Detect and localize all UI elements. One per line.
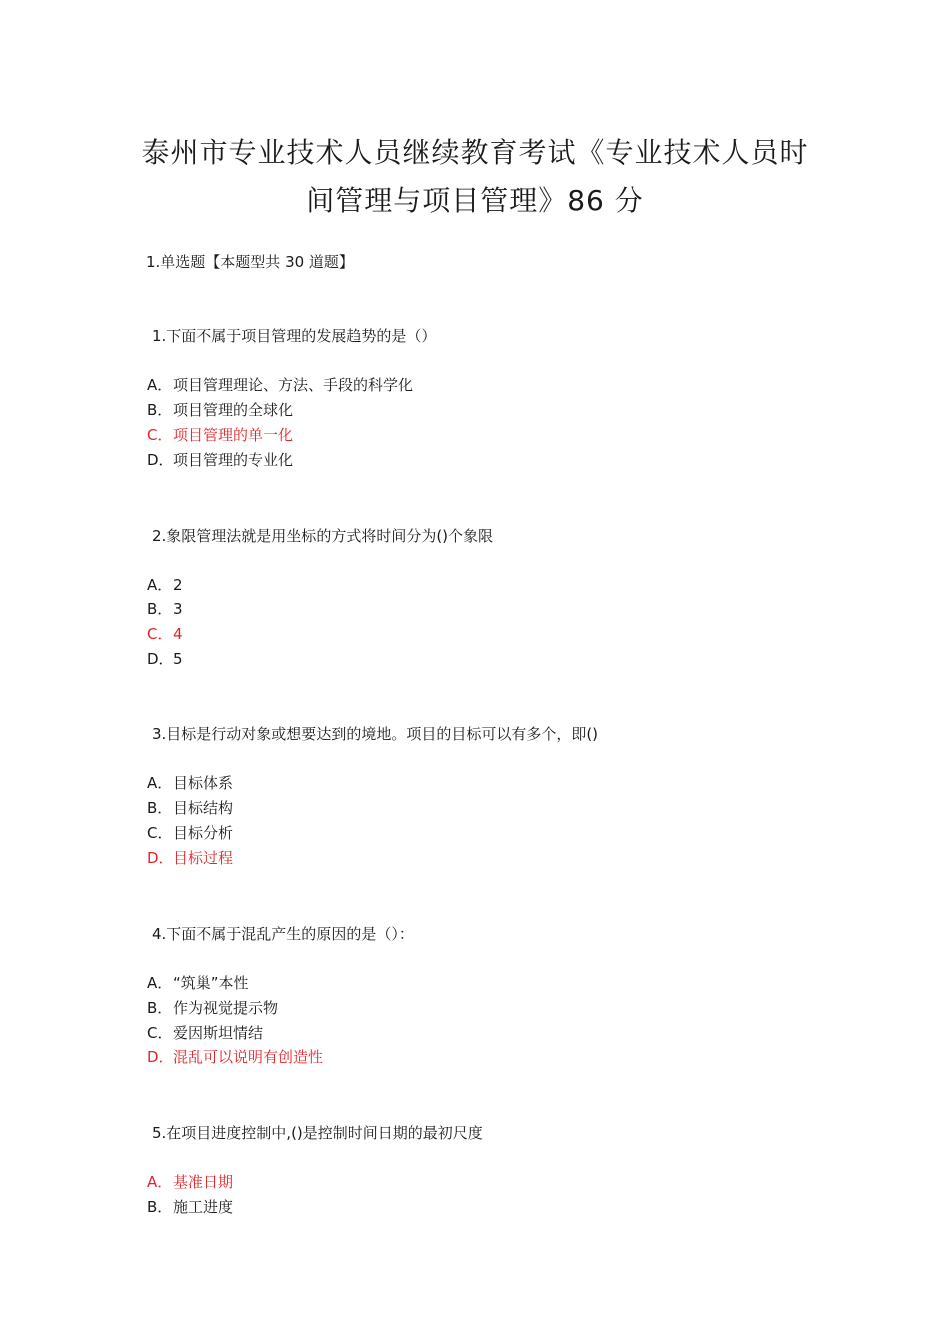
question-1-option-c-correct: C．项目管理的单一化 bbox=[147, 426, 294, 444]
question-2-option-d: D．5 bbox=[147, 650, 183, 668]
question-1-option-a: A．项目管理理论、方法、手段的科学化 bbox=[147, 376, 414, 394]
question-2-option-c-correct: C．4 bbox=[147, 625, 183, 643]
question-text: 1.下面不属于项目管理的发展趋势的是（） bbox=[152, 327, 437, 345]
question-5-option-a-correct: A．基准日期 bbox=[147, 1173, 234, 1191]
document-title-line-1: 泰州市专业技术人员继续教育考试《专业技术人员时 bbox=[141, 136, 809, 169]
question-2-option-b: B．3 bbox=[147, 600, 183, 618]
question-3-option-b: B．目标结构 bbox=[147, 799, 234, 817]
question-text: 3.目标是行动对象或想要达到的境地。项目的目标可以有多个，即() bbox=[152, 725, 599, 743]
question-5-option-b: B．施工进度 bbox=[147, 1198, 234, 1216]
question-2-option-a: A．2 bbox=[147, 576, 183, 594]
question-text: 4.下面不属于混乱产生的原因的是（）： bbox=[152, 925, 414, 943]
question-text: 2.象限管理法就是用坐标的方式将时间分为()个象限 bbox=[152, 527, 494, 545]
question-1-option-d: D．项目管理的专业化 bbox=[147, 451, 294, 469]
question-3-option-a: A．目标体系 bbox=[147, 774, 234, 792]
question-3-option-c: C．目标分析 bbox=[147, 824, 234, 842]
question-text: 5.在项目进度控制中,()是控制时间日期的最初尺度 bbox=[152, 1124, 483, 1142]
question-4-option-b: B．作为视觉提示物 bbox=[147, 999, 279, 1017]
question-1-option-b: B．项目管理的全球化 bbox=[147, 401, 294, 419]
question-4-option-a: A．“筑巢”本性 bbox=[147, 974, 249, 992]
question-4-option-c: C．爱因斯坦情结 bbox=[147, 1024, 264, 1042]
section-heading: 1.单选题【本题型共 30 道题】 bbox=[146, 253, 354, 271]
document-title-line-2: 间管理与项目管理》86 分 bbox=[306, 184, 644, 217]
question-3-option-d-correct: D．目标过程 bbox=[147, 849, 234, 867]
question-4-option-d-correct: D．混乱可以说明有创造性 bbox=[147, 1048, 324, 1066]
